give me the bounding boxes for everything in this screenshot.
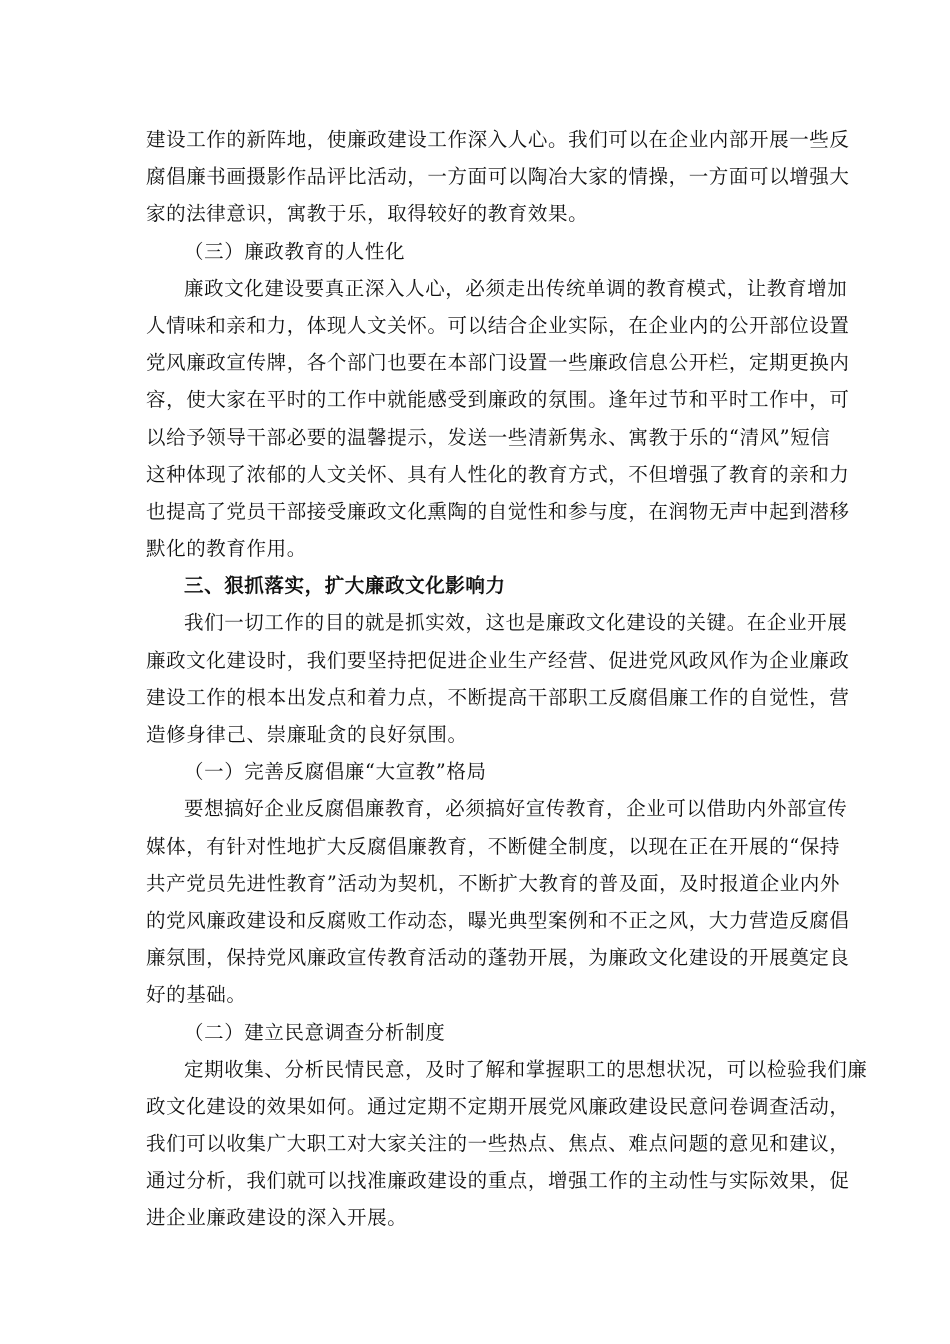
document-body bbox=[146, 121, 868, 1237]
text-line: 政文化建设的效果如何。通过定期不定期开展党风廉政建设民意问卷调查活动， bbox=[146, 1094, 850, 1118]
text-line: 要想搞好企业反腐倡廉教育，必须搞好宣传教育，企业可以借助内外部宣传 bbox=[184, 797, 848, 821]
text-line: 我们可以收集广大职工对大家关注的一些热点、焦点、难点问题的意见和建议， bbox=[146, 1132, 850, 1156]
text-line: 我们一切工作的目的就是抓实效，这也是廉政文化建设的关键。在企业开展 bbox=[184, 611, 848, 635]
subsection-heading: （三）廉政教育的人性化 bbox=[184, 239, 406, 263]
text-line: 通过分析，我们就可以找准廉政建设的重点，增强工作的主动性与实际效果，促 bbox=[146, 1169, 850, 1193]
text-line: 家的法律意识，寓教于乐，取得较好的教育效果。 bbox=[146, 202, 589, 226]
text-line: 腐倡廉书画摄影作品评比活动，一方面可以陶冶大家的情操，一方面可以增强大 bbox=[146, 165, 850, 189]
subsection-heading: （二）建立民意调查分析制度 bbox=[184, 1020, 446, 1044]
text-line: 建设工作的根本出发点和着力点，不断提高干部职工反腐倡廉工作的自觉性，营 bbox=[146, 685, 850, 709]
text-line: 人情味和亲和力，体现人文关怀。可以结合企业实际，在企业内的公开部位设置 bbox=[146, 313, 850, 337]
text-line: 容，使大家在平时的工作中就能感受到廉政的氛围。逢年过节和平时工作中，可 bbox=[146, 388, 850, 412]
text-line: 共产党员先进性教育”活动为契机，不断扩大教育的普及面，及时报道企业内外 bbox=[146, 871, 840, 895]
document-page bbox=[146, 121, 868, 1237]
text-line: 定期收集、分析民情民意，及时了解和掌握职工的思想状况，可以检验我们廉 bbox=[184, 1057, 868, 1081]
section-heading: 三、狠抓落实，扩大廉政文化影响力 bbox=[184, 574, 506, 598]
text-line: 默化的教育作用。 bbox=[146, 537, 307, 561]
text-line: 这种体现了浓郁的人文关怀、具有人性化的教育方式，不但增强了教育的亲和力 bbox=[146, 462, 850, 486]
text-line: 廉氛围，保持党风廉政宣传教育活动的蓬勃开展，为廉政文化建设的开展奠定良 bbox=[146, 946, 850, 970]
text-line: 进企业廉政建设的深入开展。 bbox=[146, 1206, 408, 1230]
text-line: 的党风廉政建设和反腐败工作动态，曝光典型案例和不正之风，大力营造反腐倡 bbox=[146, 908, 850, 932]
text-line: 造修身律己、崇廉耻贪的良好氛围。 bbox=[146, 723, 468, 746]
text-line: 建设工作的新阵地，使廉政建设工作深入人心。我们可以在企业内部开展一些反 bbox=[146, 128, 850, 151]
text-line: 党风廉政宣传牌，各个部门也要在本部门设置一些廉政信息公开栏，定期更换内 bbox=[146, 351, 850, 375]
text-line: 好的基础。 bbox=[146, 983, 247, 1007]
text-line: 也提高了党员干部接受廉政文化熏陶的自觉性和参与度，在润物无声中起到潜移 bbox=[146, 499, 850, 523]
text-line: 以给予领导干部必要的温馨提示，发送一些清新隽永、寓教于乐的“清风”短信 bbox=[146, 425, 831, 449]
text-line: 媒体，有针对性地扩大反腐倡廉教育，不断健全制度，以现在正在开展的“保持 bbox=[146, 834, 840, 858]
subsection-heading: （一）完善反腐倡廉“大宣教”格局 bbox=[184, 760, 487, 784]
text-line: 廉政文化建设要真正深入人心，必须走出传统单调的教育模式，让教育增加 bbox=[184, 276, 848, 300]
text-line: 廉政文化建设时，我们要坚持把促进企业生产经营、促进党风政风作为企业廉政 bbox=[146, 648, 850, 672]
